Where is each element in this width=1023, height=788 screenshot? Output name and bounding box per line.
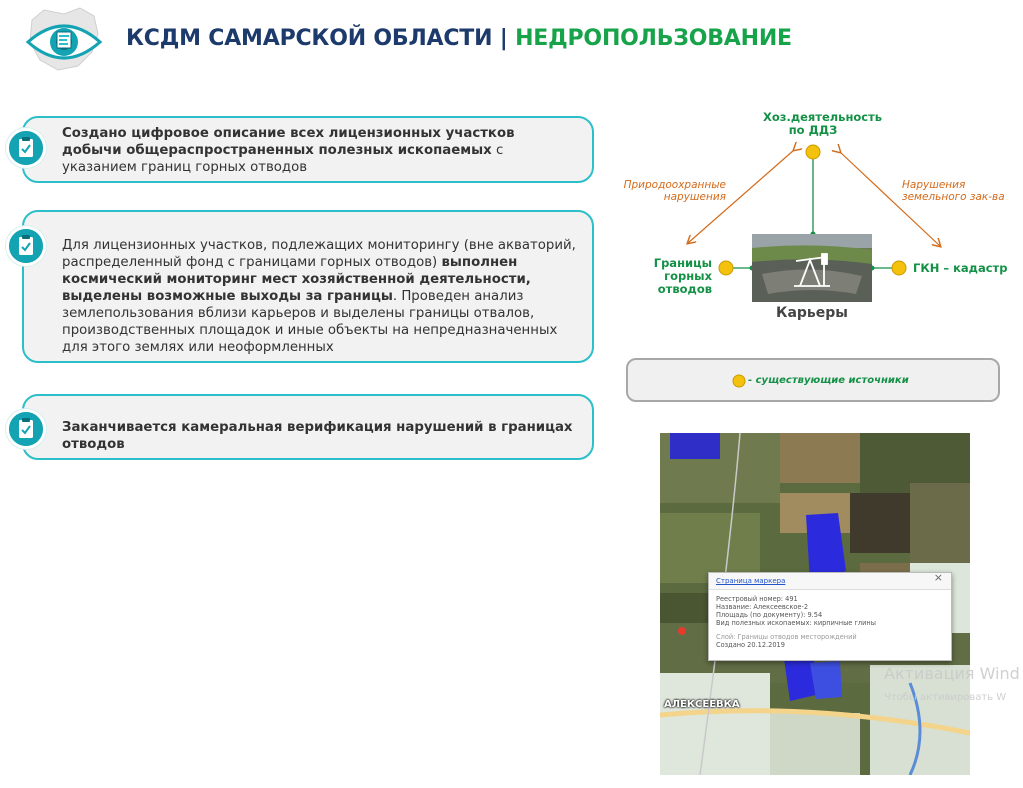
page-title: КСДМ САМАРСКОЙ ОБЛАСТИ | НЕДРОПОЛЬЗОВАНИЕ <box>126 26 792 51</box>
popup-title-link[interactable]: Страница маркера <box>716 577 786 585</box>
label-right: ГКН – кадастр <box>913 261 1008 275</box>
activation-watermark-line1: Активация Wind <box>884 664 1020 683</box>
card-2-text: Для лицензионных участков, подлежащих мониторингу (вне акваторий, распределенный фонд с границами горных отводов) выполнен космический мониторинг мест хозяйственной деятельности, выделены возможные выходы за границы. Проведен анализ землепользования вблизи карьеров и выделены границы отвалов, производственных площадок и иные объекты на непредназначенных для этого землях или неоформленных <box>62 238 576 355</box>
popup-created: Создано 20.12.2019 <box>716 641 785 649</box>
info-card-1 <box>22 116 594 183</box>
eye-map-logo-icon <box>24 6 104 72</box>
popup-body <box>716 595 876 649</box>
popup-line: Название: Алексеевское-2 <box>716 603 809 611</box>
sources-diagram <box>600 100 1020 350</box>
info-card-2 <box>22 210 594 363</box>
checklist-icon <box>6 128 46 168</box>
label-left-arrow: Природоохранные нарушения <box>623 179 726 203</box>
popup-line: Площадь (по документу): 9.54 <box>716 611 823 619</box>
yellow-dot-icon <box>732 374 746 388</box>
village-label: АЛЕКСЕЕВКА <box>664 699 740 710</box>
close-icon[interactable]: × <box>933 571 943 584</box>
checklist-icon <box>6 226 46 266</box>
satellite-map[interactable] <box>660 433 970 775</box>
label-right-arrow: Нарушения земельного зак-ва <box>902 179 1005 203</box>
popup-layer: Слой: Границы отводов месторождений <box>716 633 857 641</box>
legend-text: - существующие источники <box>748 375 909 386</box>
marker-popup[interactable] <box>708 572 952 661</box>
source-marker-top <box>806 145 820 159</box>
card-3-text: Заканчивается камеральная верификация нарушений в границах отводов <box>62 420 573 452</box>
info-card-3 <box>22 394 594 460</box>
card-1-text: Создано цифровое описание всех лицензионных участков добычи общераспространенных полезных ископаемых с указанием границ горных отводов <box>62 126 515 175</box>
legend-box <box>626 358 1000 402</box>
checklist-icon <box>6 409 46 449</box>
activation-watermark-line2: Чтобы активировать W <box>884 692 1007 703</box>
popup-line: Вид полезных ископаемых: кирпичные глины <box>716 619 876 627</box>
label-left: Границы горных отводов <box>653 256 712 296</box>
popup-line: Реестровый номер: 491 <box>716 595 798 603</box>
quarry-image <box>752 234 872 302</box>
label-center: Карьеры <box>776 305 848 321</box>
source-marker-right <box>892 261 906 275</box>
source-marker-left <box>719 261 733 275</box>
label-top: Хоз.деятельность по ДДЗ <box>763 110 883 137</box>
